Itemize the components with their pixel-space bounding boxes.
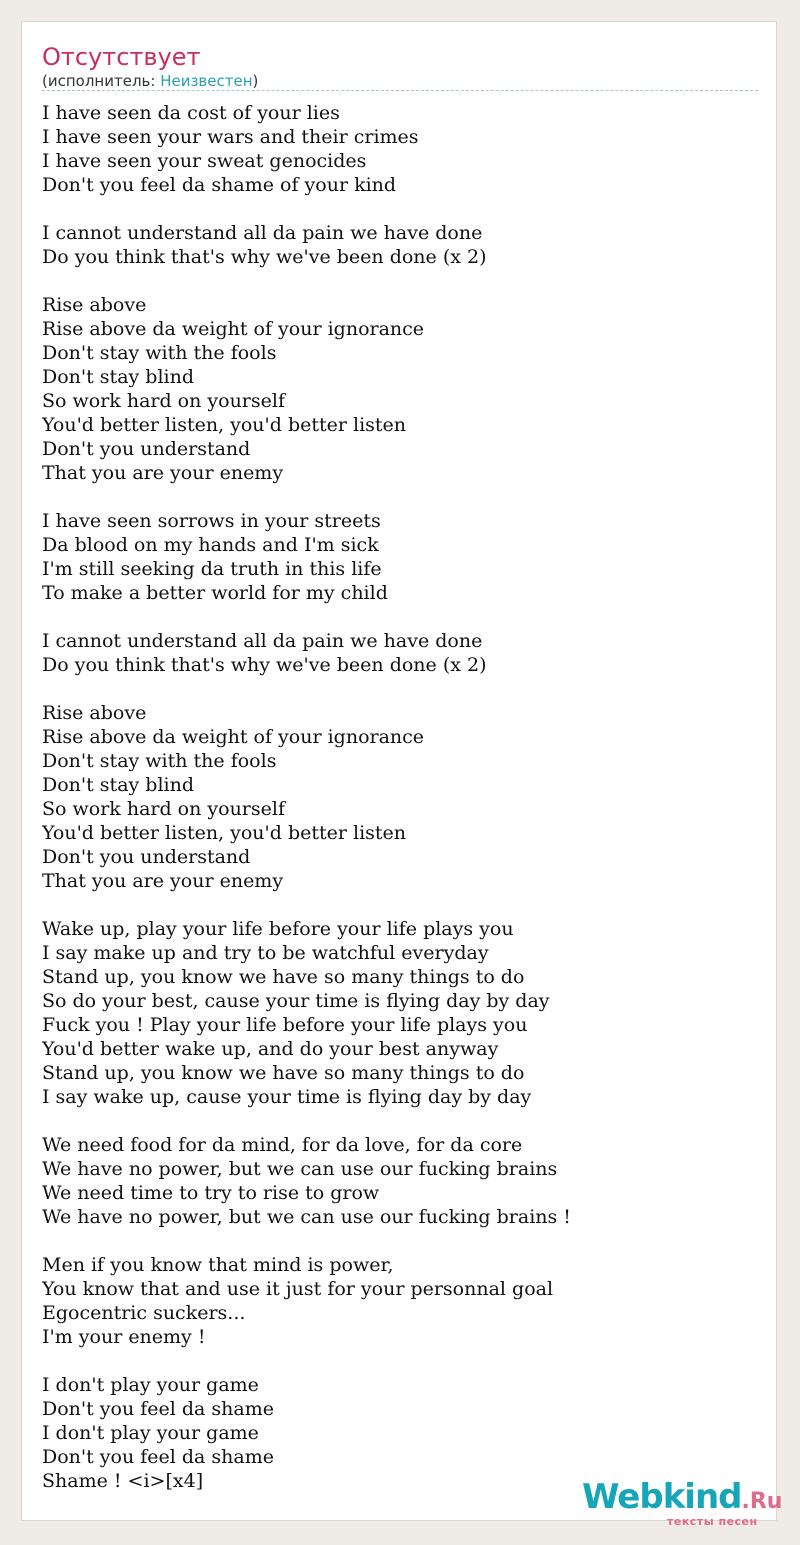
artist-link[interactable]: Неизвестен — [160, 72, 253, 90]
artist-suffix: ) — [252, 72, 259, 90]
artist-line — [42, 71, 258, 91]
artist-prefix: (исполнитель: — [42, 72, 161, 90]
song-title: Отсутствует — [42, 43, 201, 71]
site-logo[interactable] — [582, 1477, 782, 1527]
lyrics-card — [21, 21, 783, 1528]
header-divider — [42, 90, 758, 91]
logo-main-text: Webkind — [582, 1477, 742, 1517]
logo-tld: .Ru — [741, 1489, 783, 1514]
lyrics-text: I have seen da cost of your lies I have seen your wars and their crimes I have seen your sweat genocides Don't you feel da shame of your kind I cannot understand all da pain we have done Do you think that's why we've been done (x 2) Rise above Rise above da weight of your ignorance Don't stay with the fools Don't stay blind So work hard on yourself You'd better listen, you'd better listen Don't you understand That you are your enemy I have seen sorrows in your streets Da blood on my hands and I'm sick I'm still seeking da truth in this life To make a better world for my child I cannot understand all da pain we have done Do you think that's why we've been done (x 2) Rise above Rise above da weight of your ignorance Don't stay with the fools Don't stay blind So work hard on yourself You'd better listen, you'd better listen Don't you understand That you are your enemy Wake up, play your life before your life plays you I say make up and try to be watchful everyday Stand up, you know we have so many things to do So do your best, cause your time is flying day by day Fuck you ! Play your life before your life plays you You'd better wake up, and do your best anyway Stand up, you know we have so many things to do I say wake up, cause your time is flying day by day We need food for da mind, for da love, for da core We have no power, but we can use our fucking brains We need time to try to rise to grow We have no power, but we can use our fucking brains ! Men if you know that mind is power, You know that and use it just for your personnal goal Egocentric suckers... I'm your enemy ! I don't play your game Don't you feel da shame I don't play your game Don't you feel da shame Shame ! <i>[x4] — [42, 102, 571, 1492]
logo-tagline: тексты песен — [667, 1515, 758, 1528]
